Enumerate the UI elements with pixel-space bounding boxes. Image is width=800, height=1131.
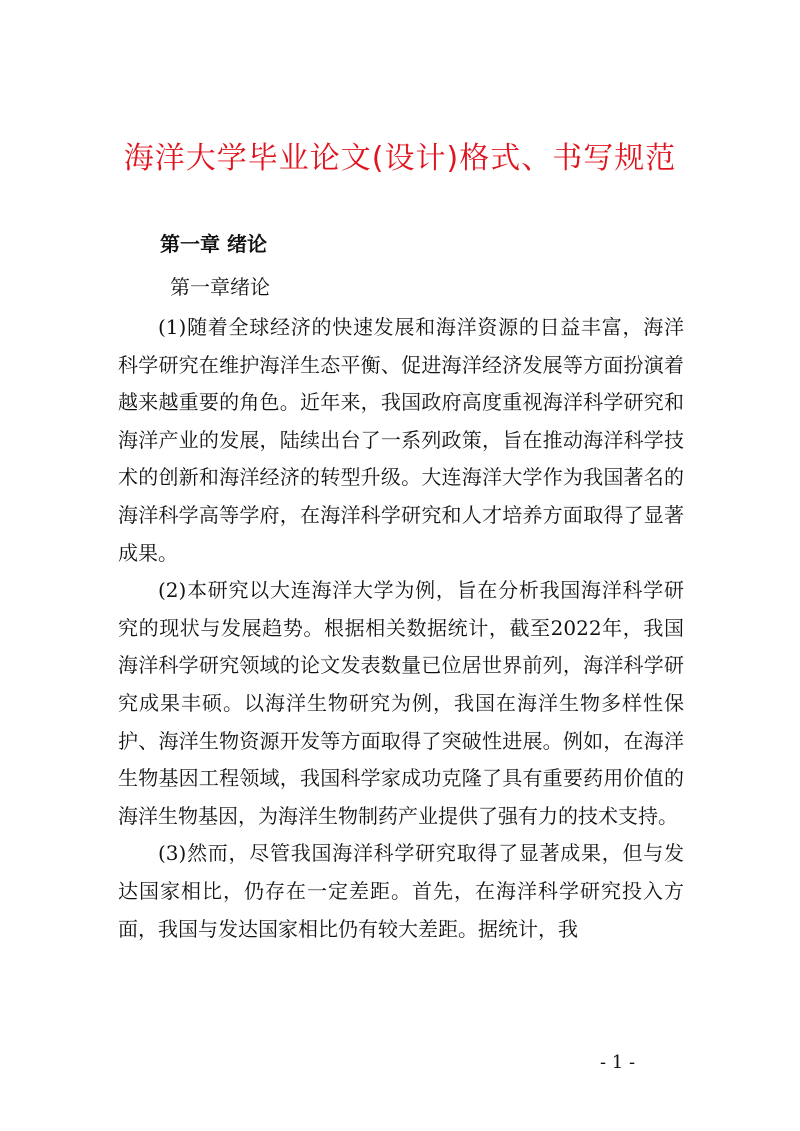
body-text bbox=[118, 309, 684, 948]
page-number: - 1 - bbox=[600, 1052, 636, 1073]
paragraph-3: (3)然而，尽管我国海洋科学研究取得了显著成果，但与发达国家相比，仍存在一定差距。首先，在海洋科学研究投入方面，我国与发达国家相比仍有较大差距。据统计，我 bbox=[118, 841, 684, 941]
chapter-heading: 第一章 绪论 bbox=[160, 232, 267, 256]
chapter-subheading: 第一章绪论 bbox=[170, 275, 270, 299]
paragraph-2: (2)本研究以大连海洋大学为例，旨在分析我国海洋科学研究的现状与发展趋势。根据相关数据统计，截至2022年，我国海洋科学研究领域的论文发表数量已位居世界前列，海洋科学研究成果丰硕。以海洋生物研究为例，我国在海洋生物多样性保护、海洋生物资源开发等方面取得了突破性进展。例如，在海洋生物基因工程领域，我国科学家成功克隆了具有重要药用价值的海洋生物基因，为海洋生物制药产业提供了强有力的技术支持。 bbox=[118, 578, 684, 828]
paragraph-1: (1)随着全球经济的快速发展和海洋资源的日益丰富，海洋科学研究在维护海洋生态平衡、促进海洋经济发展等方面扮演着越来越重要的角色。近年来，我国政府高度重视海洋科学研究和海洋产业的发展，陆续出台了一系列政策，旨在推动海洋科学技术的创新和海洋经济的转型升级。大连海洋大学作为我国著名的海洋科学高等学府，在海洋科学研究和人才培养方面取得了显著成果。 bbox=[118, 315, 684, 565]
document-title: 海洋大学毕业论文(设计)格式、书写规范 bbox=[123, 141, 677, 176]
